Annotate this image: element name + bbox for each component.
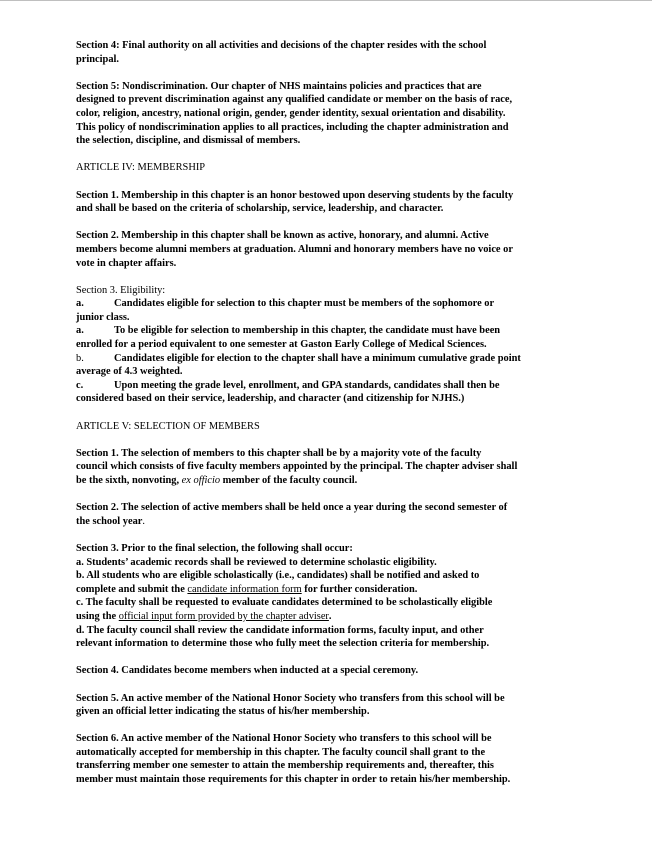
- text-line: Section 6. An active member of the National Honor Society who transfers to this school will be: [76, 733, 492, 745]
- text-run: .: [142, 515, 145, 527]
- text-line: Section 1. The selection of members to this chapter shall be by a majority vote of the faculty: [76, 447, 482, 459]
- text-line: [76, 610, 582, 624]
- art4-section-1: [76, 189, 582, 216]
- text-run: be the sixth, nonvoting,: [76, 475, 182, 486]
- text-line: Section 3. Prior to the final selection, the following shall occur:: [76, 542, 353, 554]
- ex-officio-italic: ex officio: [181, 475, 221, 486]
- official-input-form-link: official input form provided by the chapter adviser: [118, 610, 329, 622]
- text-run: member of the faculty council.: [220, 475, 358, 486]
- page-top-border: [0, 0, 652, 1]
- art5-section-4: [76, 664, 582, 678]
- document-page: [76, 39, 582, 800]
- item-text: Upon meeting the grade level, enrollment, and GPA standards, candidates shall then be: [114, 379, 500, 391]
- text-line: given an official letter indicating the status of his/her membership.: [76, 706, 370, 718]
- text-line: Section 2. Membership in this chapter shall be known as active, honorary, and alumni. Active: [76, 230, 489, 242]
- text-run: for further consideration.: [301, 583, 418, 595]
- art3-section-5: [76, 80, 582, 148]
- eligibility-item: [76, 324, 582, 338]
- eligibility-item-cont: enrolled for a period equivalent to one semester at Gaston Early College of Medical Sciences.: [76, 339, 487, 351]
- text-line: [76, 515, 582, 529]
- text-run: the school year: [76, 515, 143, 527]
- text-run: complete and submit the: [76, 583, 188, 595]
- text-line: relevant information to determine those who fully meet the selection criteria for membership.: [76, 638, 490, 650]
- eligibility-item: [76, 379, 582, 393]
- eligibility-item-cont: average of 4.3 weighted.: [76, 366, 183, 378]
- text-line: Section 5. An active member of the National Honor Society who transfers from this school will be: [76, 692, 505, 704]
- text-line: d. The faculty council shall review the candidate information forms, faculty input, and other: [76, 624, 484, 636]
- article-iv-heading: ARTICLE IV: MEMBERSHIP: [76, 162, 206, 174]
- art5-section-6: [76, 732, 582, 786]
- art5-section-2: [76, 501, 582, 528]
- eligibility-title: Section 3. Eligibility:: [76, 284, 166, 296]
- text-line: designed to prevent discrimination against any qualified candidate or member on the basis of race,: [76, 94, 513, 106]
- text-line: member must maintain those requirements for this chapter in order to retain his/her membership.: [76, 774, 511, 786]
- eligibility-item-cont: junior class.: [76, 311, 130, 323]
- eligibility-item: [76, 297, 582, 311]
- item-label: a.: [76, 298, 84, 310]
- item-text: To be eligible for selection to membership in this chapter, the candidate must have been: [114, 325, 501, 337]
- candidate-information-form-link: candidate information form: [187, 583, 302, 595]
- item-label: a.: [76, 325, 84, 337]
- art4-section-2: [76, 229, 582, 270]
- text-line: automatically accepted for membership in this chapter. The faculty council shall grant to the: [76, 746, 486, 758]
- text-line: and shall be based on the criteria of scholarship, service, leadership, and character.: [76, 203, 444, 215]
- art5-section-1: [76, 447, 582, 488]
- text-line: the selection, discipline, and dismissal of members.: [76, 135, 301, 147]
- art5-section-5: [76, 692, 582, 719]
- text-line: council which consists of five faculty members appointed by the principal. The chapter adviser shall: [76, 461, 518, 473]
- text-run: .: [328, 610, 332, 622]
- eligibility-item-cont: considered based on their service, leadership, and character (and citizenship for NJHS.): [76, 393, 465, 405]
- text-run: using the: [76, 610, 119, 622]
- eligibility-item: [76, 352, 582, 366]
- text-line: Section 5: Nondiscrimination. Our chapter of NHS maintains policies and practices that are: [76, 80, 482, 92]
- art4-section-3-eligibility: [76, 284, 582, 406]
- text-line: Section 4. Candidates become members when inducted at a special ceremony.: [76, 665, 419, 677]
- text-line: color, religion, ancestry, national origin, gender, gender identity, sexual orientation and disability.: [76, 107, 506, 119]
- text-line: principal.: [76, 53, 120, 65]
- text-line: [76, 583, 582, 597]
- text-line: Section 1. Membership in this chapter is an honor bestowed upon deserving students by the faculty: [76, 189, 514, 201]
- text-line: members become alumni members at graduation. Alumni and honorary members have no voice or: [76, 243, 513, 255]
- text-line: Section 2. The selection of active members shall be held once a year during the second semester of: [76, 502, 508, 514]
- art3-section-4: [76, 39, 582, 66]
- text-line: a. Students’ academic records shall be reviewed to determine scholastic eligibility.: [76, 556, 437, 568]
- text-line: This policy of nondiscrimination applies to all practices, including the chapter administration and: [76, 121, 509, 133]
- text-line: vote in chapter affairs.: [76, 257, 177, 269]
- text-line: Section 4: Final authority on all activities and decisions of the chapter resides with the school: [76, 40, 487, 51]
- text-line: [76, 474, 582, 488]
- text-line: c. The faculty shall be requested to evaluate candidates determined to be scholastically eligible: [76, 597, 493, 609]
- article-v-heading: ARTICLE V: SELECTION OF MEMBERS: [76, 420, 260, 432]
- art5-section-3: [76, 542, 582, 651]
- item-label: c.: [76, 379, 84, 391]
- text-line: b. All students who are eligible scholastically (i.e., candidates) shall be notified and asked to: [76, 570, 480, 582]
- item-text: Candidates eligible for selection to this chapter must be members of the sophomore or: [114, 298, 495, 310]
- text-line: transferring member one semester to attain the membership requirements and, thereafter, this: [76, 760, 494, 772]
- item-label: b.: [76, 352, 84, 364]
- item-text: Candidates eligible for election to the chapter shall have a minimum cumulative grade point: [114, 352, 521, 364]
